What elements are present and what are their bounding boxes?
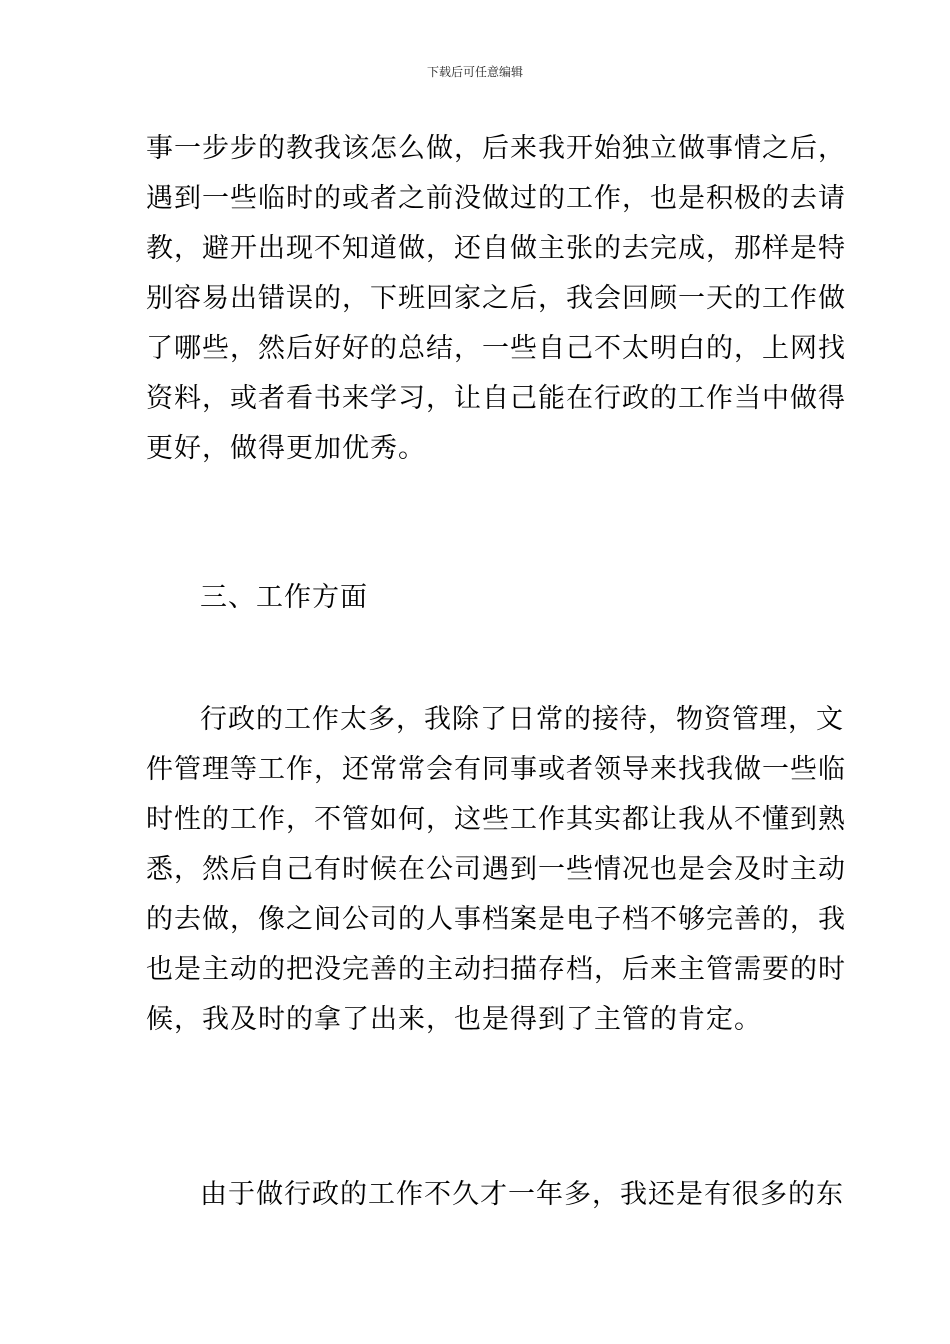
paragraph-line: 行政的工作太多，我除了日常的接待，物资管理，文: [200, 704, 844, 735]
paragraph-line: 也是主动的把没完善的主动扫描存档，后来主管需要的时: [146, 954, 846, 985]
paragraph-line: 教，避开出现不知道做，还自做主张的去完成，那样是特: [146, 233, 846, 264]
paragraph-2: [146, 695, 846, 1045]
paragraph-line: 了哪些，然后好好的总结，一些自己不太明白的，上网找: [146, 333, 846, 364]
paragraph-1: [146, 124, 846, 474]
paragraph-line: 事一步步的教我该怎么做，后来我开始独立做事情之后，: [146, 133, 846, 164]
paragraph-3: [146, 1170, 844, 1220]
page-header: 下载后可任意编辑: [426, 65, 523, 79]
paragraph-line: 时性的工作，不管如何，这些工作其实都让我从不懂到熟: [146, 804, 846, 835]
paragraph-line: 资料，或者看书来学习，让自己能在行政的工作当中做得: [146, 383, 846, 414]
paragraph-line: 遇到一些临时的或者之前没做过的工作，也是积极的去请: [146, 183, 846, 214]
section-heading-text: 三、工作方面: [200, 582, 368, 613]
section-heading: [146, 573, 810, 623]
paragraph-line: 件管理等工作，还常常会有同事或者领导来找我做一些临: [146, 754, 846, 785]
paragraph-line: 由于做行政的工作不久才一年多，我还是有很多的东: [200, 1179, 844, 1210]
paragraph-line: 候，我及时的拿了出来，也是得到了主管的肯定。: [146, 1004, 762, 1035]
paragraph-line: 别容易出错误的，下班回家之后，我会回顾一天的工作做: [146, 283, 846, 314]
paragraph-line: 更好，做得更加优秀。: [146, 433, 426, 464]
paragraph-line: 的去做，像之间公司的人事档案是电子档不够完善的，我: [146, 904, 846, 935]
paragraph-line: 悉，然后自己有时候在公司遇到一些情况也是会及时主动: [146, 854, 846, 885]
